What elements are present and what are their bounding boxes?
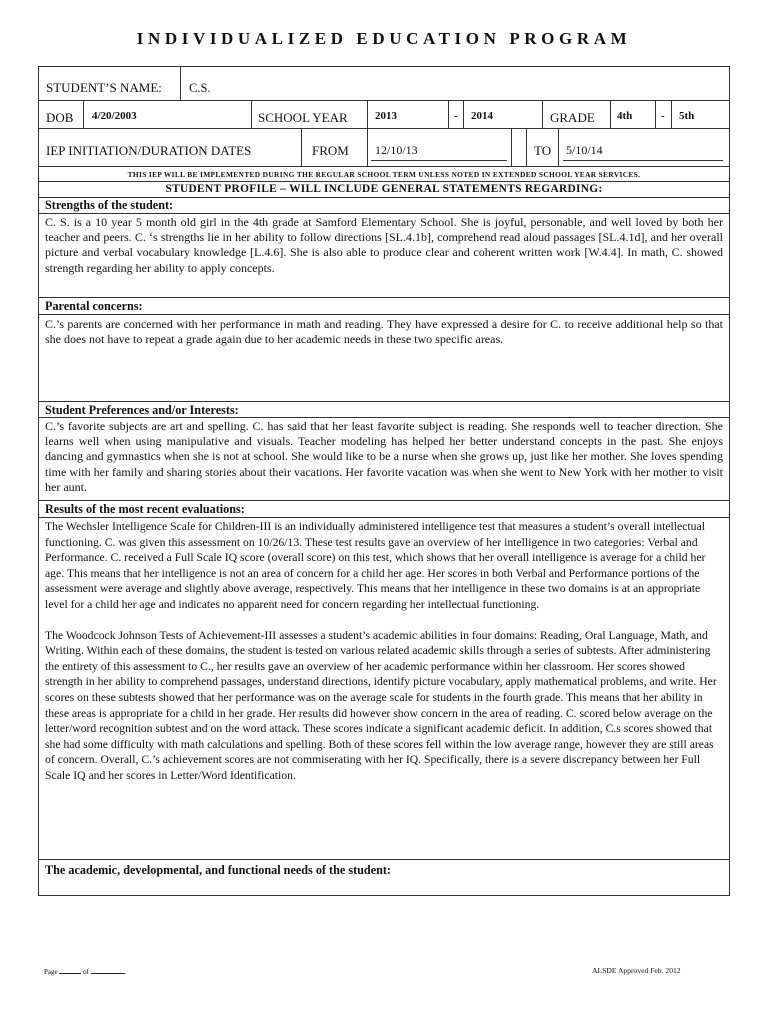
divider [655,101,656,128]
page-total-blank[interactable] [91,966,125,974]
divider [542,101,543,128]
page-number-footer [44,966,125,976]
divider [558,129,559,166]
student-profile-header: STUDENT PROFILE – WILL INCLUDE GENERAL STATEMENTS REGARDING: [165,183,603,195]
year-start-value[interactable]: 2013 [375,110,397,122]
grade-end-value[interactable]: 5th [679,110,695,122]
year-end-value[interactable]: 2014 [471,110,493,122]
grade-dash: - [661,110,665,122]
woodcock-paragraph: The Woodcock Johnson Tests of Achievement-III assesses a student’s academic abilities in four domains: Reading, Oral Language, Math, and Writing. Within each of these domains, the student is tested on various related academic skills through a series of subtests. After administering the entirety of this assessment to C., her results gave an overview of her academic performance within her classroom. Her scores showed strength in her ability to comprehend passages, understand directions, identify picture vocabulary, apply mathematical problems, and write. Her scores on these subtests showed that her performance was on the average scale for students in the fourth grade. This means that her ability in these areas is appropriate for a child in her grade. Her results did however show concern in the area of reading. C. scored below average on the letter/word recognition subtest and on the word attack. These scores indicate a significant academic deficit. In addition, C.s scores showed that she had some difficulty with math calculations and spelling. Both of these scores fell within the low average range, however they are still areas of concern. Overall, C.’s achievement scores are not commiserating with her IQ. Specifically, there is a severe discrepancy between her Full Scale IQ and her scores in Letter/Word Identification. [45,628,717,782]
results-heading: Results of the most recent evaluations: [39,500,729,518]
implementation-notice: THIS IEP WILL BE IMPLEMENTED DURING THE REGULAR SCHOOL TERM UNLESS NOTED IN EXTENDED SCHOOL YEAR SERVICES. [127,170,641,179]
dob-label: DOB [46,110,74,125]
needs-heading: The academic, developmental, and functional needs of the student: [39,859,729,881]
wechsler-paragraph: The Wechsler Intelligence Scale for Children-III is an individually administered intelligence test that measures a student’s overall intellectual functioning. C. was given this assessment on 10/26/13. These test results gave an overview of her intelligence in two categories: Verbal and Performance. C. received a Full Scale IQ score (overall score) on this test, which shows that her overall intelligence is average for a child her age. This means that her intelligence is not an area of concern for a child her age. Her scores in both Verbal and Performance portions of the assessment were average and slightly above average, respectively. This means that her intelligence in these two domains is at an appropriate level for a child her age and indicates no apparent need for concern regarding her intellectual functioning. [45,520,706,611]
notice-rule [39,181,729,182]
iep-dates-label: IEP INITIATION/DURATION DATES [46,143,252,158]
student-name-row [39,67,729,101]
page-title: INDIVIDUALIZED EDUCATION PROGRAM [136,29,632,48]
parental-concerns-heading: Parental concerns: [39,297,729,315]
iep-form [38,66,730,896]
divider [610,101,611,128]
from-date-value[interactable]: 12/10/13 [375,143,418,157]
needs-text[interactable] [39,881,729,895]
divider [367,129,368,166]
preferences-text[interactable]: C.’s favorite subjects are art and spelling. C. has said that her least favorite subject is reading. She responds well to teacher direction. She learns well when using manipulative and visuals. Teacher modeling has helped her better understand concepts in the past. She enjoys dancing and gymnastics when she is not at school. She would like to be a nurse when she grows up, just like her mother. She loves spending time with her family and sharing stories about their vacations. Her favorite vacation was when she went to New York with her mother to visit her aunt. [45,419,723,494]
dob-value[interactable]: 4/20/2003 [92,110,137,122]
divider [526,129,527,166]
page-label: Page [44,968,58,976]
parental-concerns-text[interactable]: C.’s parents are concerned with her performance in math and reading. They have expressed a desire for C. to receive additional help so that she does not have to repeat a grade again due to her academic needs in these two specific areas. [45,317,723,347]
dob-row [39,101,729,129]
divider [367,101,368,128]
to-label: TO [534,143,552,158]
student-name-value[interactable]: C.S. [189,81,211,95]
page-number-blank[interactable] [59,966,81,974]
strengths-heading: Strengths of the student: [39,198,729,214]
grade-start-value[interactable]: 4th [617,110,633,122]
divider [180,67,181,100]
to-date-value[interactable]: 5/10/14 [566,143,603,157]
strengths-text[interactable]: C. S. is a 10 year 5 month old girl in the 4th grade at Samford Elementary School. She is joyful, personable, and well loved by both her teacher and peers. C. ‘s strengths lie in her ability to follow directions [SL.4.1b], comprehend read aloud passages [SL.4.1d], and her overall picture and verbal vocabulary knowledge [L.4.6]. She is also able to produce clear and coherent written work [W.4.4]. In math, C. showed strength regarding her ability to apply concepts. [45,215,723,275]
from-date-underline [371,160,507,161]
results-text[interactable] [39,519,729,849]
approval-footer: ALSDE Approved Feb. 2012 [592,966,681,975]
from-label: FROM [312,143,349,158]
divider [511,129,512,166]
divider [251,101,252,128]
divider [448,101,449,128]
year-dash: - [454,110,458,122]
to-date-underline [563,160,723,161]
divider [83,101,84,128]
school-year-label: SCHOOL YEAR [258,110,348,125]
divider [671,101,672,128]
divider [463,101,464,128]
student-name-label: STUDENT’S NAME: [46,80,162,95]
of-label: of [83,968,89,976]
divider [301,129,302,166]
grade-label: GRADE [550,110,595,125]
preferences-heading: Student Preferences and/or Interests: [39,401,729,418]
iep-dates-row [39,129,729,167]
